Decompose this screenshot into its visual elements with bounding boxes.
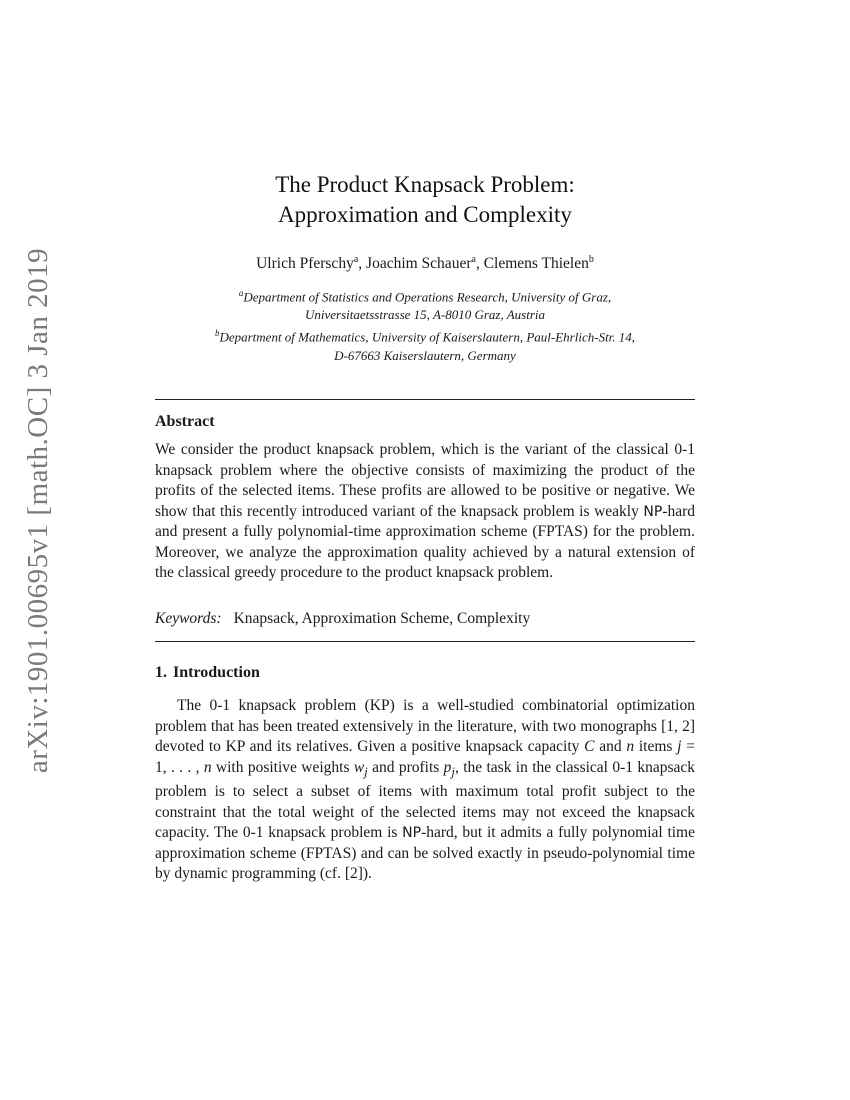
affiliation-line: Department of Statistics and Operations Research, University of Graz, <box>243 289 612 305</box>
keywords <box>155 610 695 628</box>
math-var: C <box>584 738 595 755</box>
text-run: The 0-1 knapsack problem (KP) is a well-studied combinatorial optimization problem that has been treated extensively in the literature, with two monographs [1, 2] devoted to KP and its relatives. Given a positive knapsack capacity <box>155 697 695 755</box>
affiliation-line: D-67663 Kaiserslautern, Germany <box>334 347 516 363</box>
abstract-bottom-rule <box>155 641 695 642</box>
abstract-text-part: We consider the product knapsack problem, which is the variant of the classical 0-1 knapsack problem where the objective consists of maximizing the product of the profits of the selected items. These profits are allowed to be positive or negative. We show that this recently introduced variant of the knapsack problem is weakly <box>155 441 695 520</box>
np-class: NP <box>402 825 422 842</box>
affiliation-mark: b <box>214 328 220 339</box>
text-run: with positive weights <box>211 758 354 776</box>
math-subscript: j <box>364 763 368 779</box>
section-number: 1. <box>155 664 167 681</box>
text-run: items <box>634 738 678 755</box>
text-run: and <box>594 738 627 755</box>
author-mark: a <box>471 254 476 265</box>
abstract-body <box>155 440 695 584</box>
affiliation-line: Universitaetsstrasse 15, A-8010 Graz, Austria <box>304 307 546 323</box>
math-var: n <box>203 758 212 776</box>
math-subscript: j <box>451 763 455 779</box>
author-mark: b <box>588 254 594 265</box>
section-title: Introduction <box>173 664 260 681</box>
text-run: = 1, . . . , <box>155 738 695 776</box>
paper-title <box>155 170 695 230</box>
math-var: j <box>677 738 682 755</box>
abstract-text-part: -hard and present a fully polynomial-time approximation scheme (FPTAS) for the problem. Moreover, we analyze the approximation quality achieved by a natural extension of the classical greedy procedure to the product knapsack problem. <box>155 502 695 581</box>
section-heading <box>155 664 260 682</box>
author-mark: a <box>353 254 359 265</box>
keywords-list: Knapsack, Approximation Scheme, Complexity <box>233 610 531 627</box>
author-list: Ulrich Pferschy$^a$, Joachim Schauer$^a$, Clemens Thielen$^b$ <box>256 254 594 273</box>
math-var: n <box>626 738 635 755</box>
keywords-label: Keywords: <box>155 610 222 627</box>
title-line-1: The Product Knapsack Problem: <box>275 172 575 197</box>
math-var: p <box>443 758 452 776</box>
affiliation-mark: a <box>238 288 244 298</box>
author-name: Ulrich Pferschy <box>256 255 354 273</box>
math-var: w <box>353 758 365 776</box>
abstract-heading: Abstract <box>155 413 215 430</box>
arxiv-identifier: arXiv:1901.00695v1 [math.OC] 3 Jan 2019 <box>22 247 55 773</box>
abstract-top-rule <box>155 399 695 400</box>
affiliations <box>155 284 695 365</box>
intro-paragraph <box>155 696 695 885</box>
text-run: and profits <box>367 758 444 776</box>
text-run: -hard, but it admits a fully polynomial time approximation scheme (FPTAS) and can be solved exactly in pseudo-polynomial time by dynamic programming (cf. [2]). <box>155 824 695 883</box>
affiliation-b <box>155 324 695 346</box>
np-class: NP <box>643 503 663 520</box>
affiliation-line: Department of Mathematics, University of Kaiserslautern, Paul-Ehrlich-Str. 14, <box>219 329 636 345</box>
author-name: Joachim Schauer <box>366 255 472 273</box>
author-name: Clemens Thielen <box>483 255 589 273</box>
affiliation-a <box>155 284 695 306</box>
title-line-2: Approximation and Complexity <box>278 202 572 227</box>
arxiv-stamp <box>18 247 60 773</box>
text-run: , the task in the classical 0-1 knapsack problem is to select a subset of items with maximum total profit subject to the constraint that the total weight of the selected items may not exceed the knapsack capacity. The 0-1 knapsack problem is <box>155 758 696 842</box>
